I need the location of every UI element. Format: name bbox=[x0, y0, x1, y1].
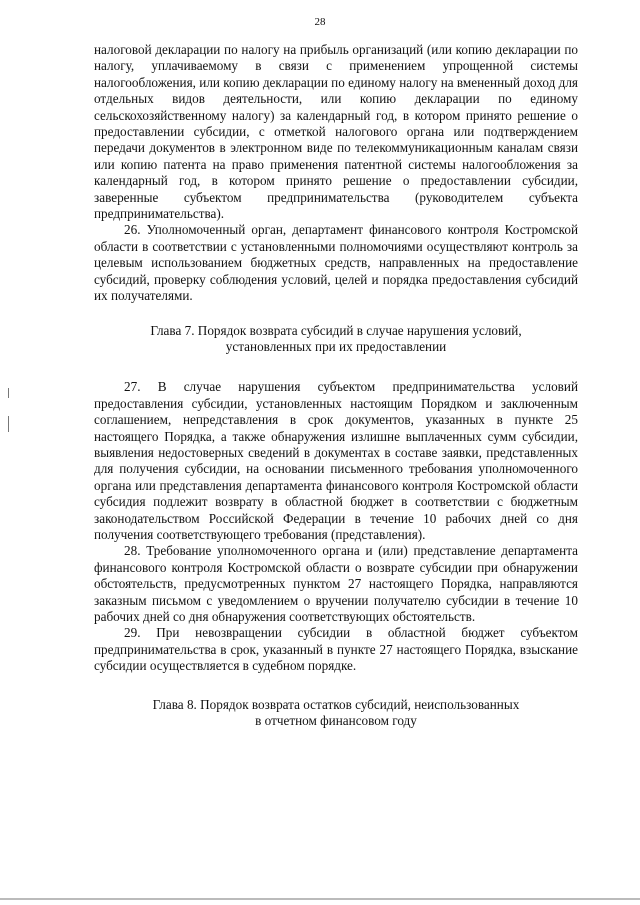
scan-bottom-edge bbox=[0, 898, 640, 900]
chapter-8-heading-line-2: в отчетном финансовом году bbox=[255, 713, 417, 729]
chapter-7-heading-line-2: установленных при их предоставлении bbox=[225, 338, 447, 354]
paragraph-26: 26. Уполномоченный орган, департамент финансового контроля Костромской области в соответствии с установленными полномочиями осуществляют контроль за целевым использованием бюджетных средств, направленных на предоставление субсидий, проверку соблюдения условий, целей и порядка предоставления субсидий их получателями. bbox=[94, 222, 578, 304]
scan-margin-mark bbox=[8, 388, 9, 398]
paragraph-27: 27. В случае нарушения субъектом предпринимательства условий предоставления субсидии, установленных настоящим Порядком и заключенным соглашением, непредставления в срок документов, указанных в пункте 25 настоящего Порядка, а также обнаружения излишне выплаченных сумм субсидии, выявления недостоверных сведений в документах в составе заявки, представленных для получения субсидии, на основании письменного требования уполномоченного органа или представления департамента финансового контроля Костромской области субсидия подлежит возврату в областной бюджет в соответствии с бюджетным законодательством Российской Федерации в течение 10 рабочих дней со дня получения соответствующего требования (представления). bbox=[94, 379, 578, 542]
document-body bbox=[94, 42, 578, 753]
paragraph-29: 29. При невозвращении субсидии в областной бюджет субъектом предпринимательства в срок, указанный в пункте 27 настоящего Порядка, взыскание субсидии осуществляется в судебном порядке. bbox=[94, 625, 578, 674]
chapter-7-heading-line-1: Глава 7. Порядок возврата субсидий в случае нарушения условий, bbox=[150, 322, 522, 338]
paragraph-28: 28. Требование уполномоченного органа и (или) представление департамента финансового контроля Костромской области о возврате субсидии при обнаружении обстоятельств, предусмотренных пунктом 27 настоящего Порядка, направляются заказным письмом с уведомлением о вручении получателю субсидии в течение 10 рабочих дней со дня обнаружения соответствующих обстоятельств. bbox=[94, 543, 578, 624]
chapter-8-heading bbox=[94, 697, 578, 730]
paragraph-continuation: налоговой декларации по налогу на прибыль организаций (или копию декларации по налогу, уплачиваемому в связи с применением упрощенной системы налогообложения, или копию декларации по единому налогу на вмененный доход для отдельных видов деятельности, или копию декларации по единому сельскохозяйственному налогу) за календарный год, в котором принято решение о предоставлении субсидии, с отметкой налогового органа или подтверждением передачи документов в электронном виде по телекоммуникационным каналам связи или копию патента на право применения патентной системы налогообложения за календарный год, в котором принято решение о предоставлении субсидии, заверенные субъектом предпринимательства (руководителем субъекта предпринимательства). bbox=[94, 42, 578, 222]
scan-margin-mark bbox=[8, 416, 9, 432]
page-number: 28 bbox=[314, 16, 326, 28]
chapter-7-heading bbox=[94, 323, 578, 356]
chapter-8-heading-line-1: Глава 8. Порядок возврата остатков субсидий, неиспользованных bbox=[152, 696, 520, 712]
